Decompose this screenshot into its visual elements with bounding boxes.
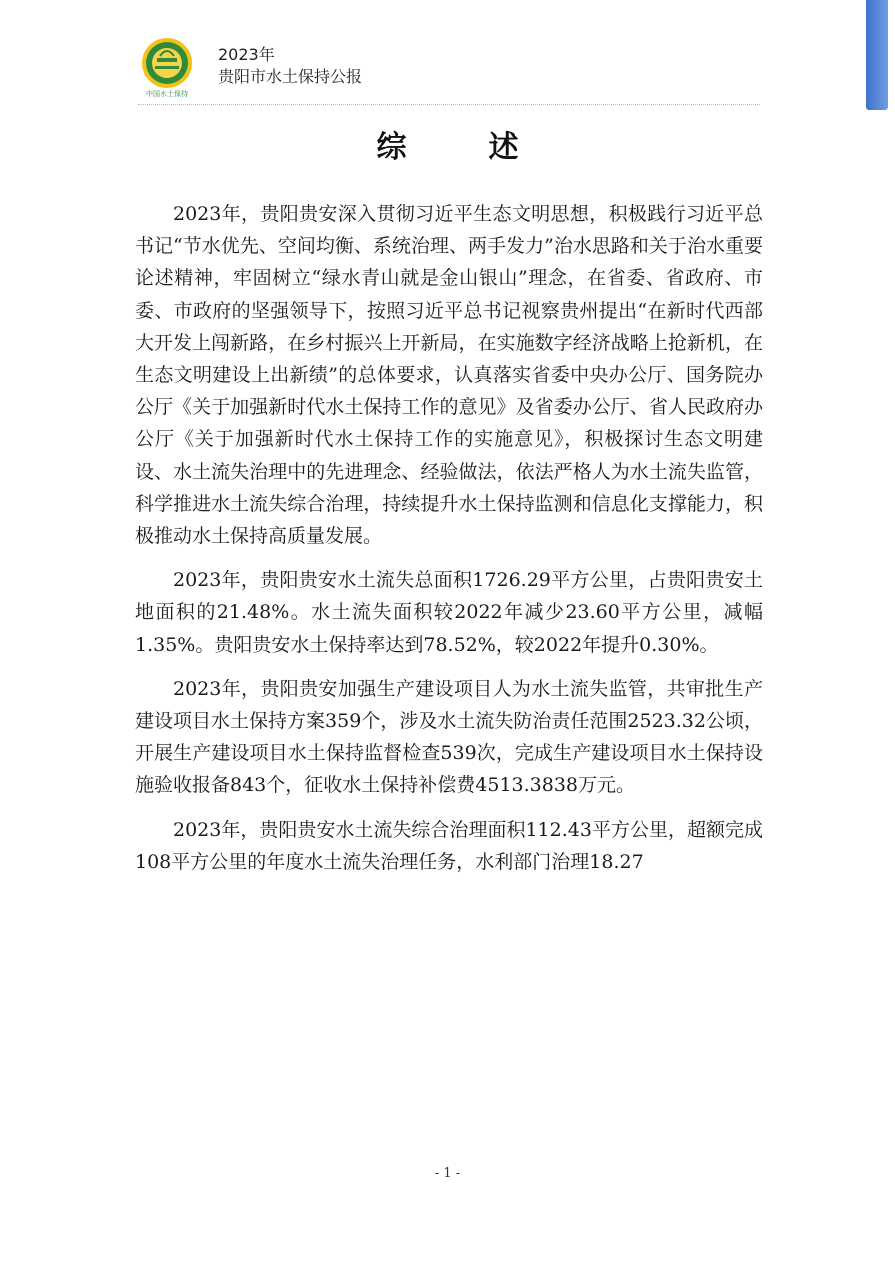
body-text — [135, 198, 763, 890]
soil-conservation-logo-icon — [138, 36, 196, 98]
paragraph-supervision: 2023年，贵阳贵安加强生产建设项目人为水土流失监管，共审批生产建设项目水土保持方案359个，涉及水土流失防治责任范围2523.32公顷，开展生产建设项目水土保持监督检查539次，完成生产建设项目水土保持设施验收报备843个，征收水土保持补偿费4513.3838万元。 — [135, 677, 763, 797]
header-divider — [138, 104, 760, 105]
section-title: 综 述 — [376, 130, 545, 165]
paragraph-treatment: 2023年，贵阳贵安水土流失综合治理面积112.43平方公里，超额完成108平方公里的年度水土流失治理任务，水利部门治理18.27 — [135, 818, 763, 873]
paragraph-erosion-area: 2023年，贵阳贵安水土流失总面积1726.29平方公里，占贵阳贵安土地面积的21.48%。水土流失面积较2022年减少23.60平方公里，减幅1.35%。贵阳贵安水土保持率达到78.52%，较2022年提升0.30%。 — [135, 569, 763, 656]
header-text — [218, 44, 362, 88]
logo-caption: 中国水土保持 — [146, 90, 188, 98]
paragraph-overview: 2023年，贵阳贵安深入贯彻习近平生态文明思想，积极践行习近平总书记“节水优先、空间均衡、系统治理、两手发力”治水思路和关于治水重要论述精神，牢固树立“绿水青山就是金山银山”理念，在省委、省政府、市委、市政府的坚强领导下，按照习近平总书记视察贵州提出“在新时代西部大开发上闯新路，在乡村振兴上开新局，在实施数字经济战略上抢新机，在生态文明建设上出新绩”的总体要求，认真落实省委中央办公厅、国务院办公厅《关于加强新时代水土保持工作的意见》及省委办公厅、省人民政府办公厅《关于加强新时代水土保持工作的实施意见》，积极探讨生态文明建设、水土流失治理中的先进理念、经验做法，依法严格人为水土流失监管，科学推进水土流失综合治理，持续提升水土保持监测和信息化支撑能力，积极推动水土保持高质量发展。 — [135, 203, 763, 548]
page-edge-tab — [866, 0, 888, 110]
page-number: - 1 - — [434, 1166, 461, 1181]
header-year: 2023年 — [218, 45, 275, 64]
header-report-title: 贵阳市水土保持公报 — [218, 67, 363, 86]
